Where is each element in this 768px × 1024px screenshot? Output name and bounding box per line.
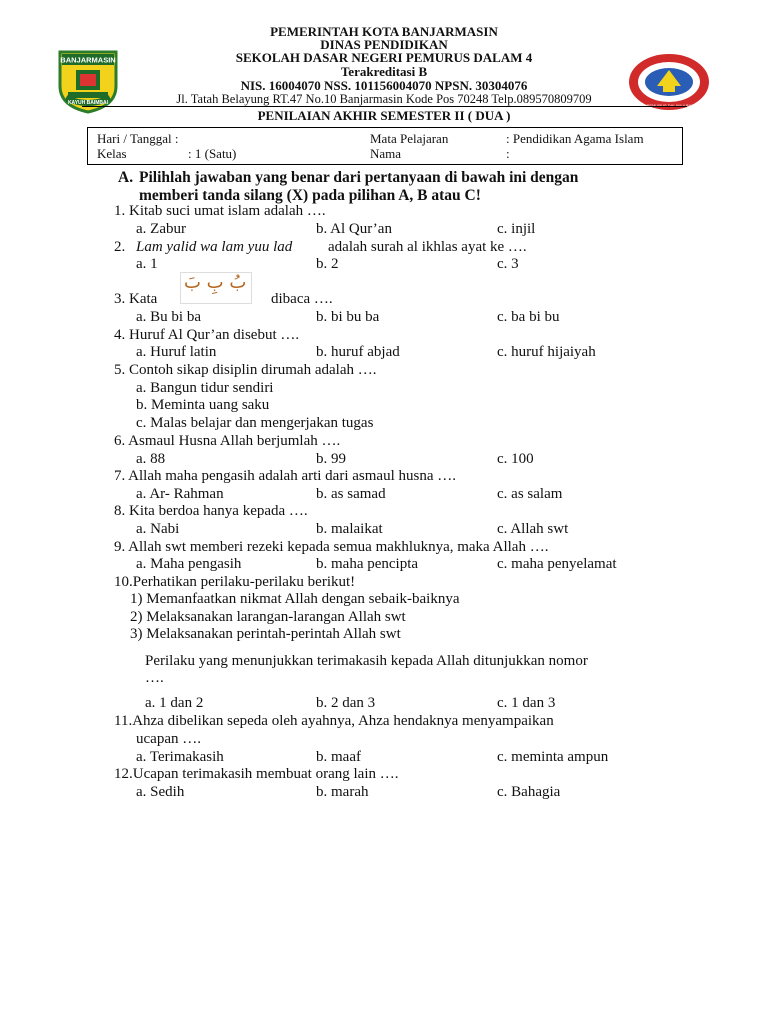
q11-option-b: b. maaf bbox=[316, 749, 361, 765]
q12-option-b: b. marah bbox=[316, 784, 369, 800]
q9-option-b: b. maha pencipta bbox=[316, 556, 419, 572]
arabic-letters: بُ بِ بَ bbox=[184, 272, 247, 293]
name-value: : bbox=[506, 146, 510, 161]
school-ids: NIS. 16004070 NSS. 101156004070 NPSN. 30304076 bbox=[240, 78, 528, 93]
section-a-number: A. bbox=[118, 169, 134, 186]
q5-option-b: b. Meminta uang saku bbox=[136, 397, 270, 413]
q3-option-b: b. bi bu ba bbox=[316, 309, 380, 325]
q10-stem-1: Perilaku yang menunjukkan terimakasih kepada Allah ditunjukkan nomor bbox=[145, 653, 588, 669]
q3-option-c: c. ba bi bu bbox=[497, 309, 560, 325]
accreditation: Terakreditasi B bbox=[340, 64, 428, 79]
school-address: Jl. Tatah Belayung RT.47 No.10 Banjarmasin Kode Pos 70248 Telp.089570809709 bbox=[176, 92, 592, 106]
exam-title: PENILAIAN AKHIR SEMESTER II ( DUA ) bbox=[257, 108, 511, 123]
q10-option-b: b. 2 dan 3 bbox=[316, 695, 376, 711]
q6-option-c: c. 100 bbox=[497, 451, 534, 467]
day-date-label: Hari / Tanggal : bbox=[97, 131, 179, 146]
q4-option-a: a. Huruf latin bbox=[136, 344, 217, 360]
q7-option-a: a. Ar- Rahman bbox=[136, 486, 224, 502]
q10-statement-2: 2) Melaksanakan larangan-larangan Allah swt bbox=[130, 609, 406, 625]
question-5: 5. Contoh sikap disiplin dirumah adalah …. bbox=[114, 362, 377, 378]
q6-option-a: a. 88 bbox=[136, 451, 166, 467]
question-11-line-1: 11.Ahza dibelikan sepeda oleh ayahnya, Ahza hendaknya menyampaikan bbox=[114, 713, 554, 729]
q11-option-a: a. Terimakasih bbox=[136, 749, 224, 765]
question-11-line-2: ucapan …. bbox=[136, 731, 201, 747]
question-10: 10.Perhatikan perilaku-perilaku berikut! bbox=[114, 574, 356, 590]
question-3: 3. Kata bbox=[114, 291, 158, 307]
logo-left-bottom-text: KAYUH BAIMBAI bbox=[67, 100, 109, 106]
q2-option-b: b. 2 bbox=[316, 256, 339, 272]
q2-option-a: a. 1 bbox=[136, 256, 158, 272]
question-1: 1. Kitab suci umat islam adalah …. bbox=[114, 203, 326, 219]
question-2-text: adalah surah al ikhlas ayat ke …. bbox=[328, 239, 527, 255]
question-3-text: dibaca …. bbox=[271, 291, 333, 307]
q4-option-c: c. huruf hijaiyah bbox=[497, 344, 596, 360]
q6-option-b: b. 99 bbox=[316, 451, 346, 467]
q8-option-b: b. malaikat bbox=[316, 521, 383, 537]
question-12: 12.Ucapan terimakasih membuat orang lain …. bbox=[114, 766, 399, 782]
q5-option-a: a. Bangun tidur sendiri bbox=[136, 380, 274, 396]
class-label: Kelas bbox=[97, 146, 127, 161]
q1-option-b: b. Al Qur’an bbox=[316, 221, 392, 237]
q8-option-a: a. Nabi bbox=[136, 521, 180, 537]
q4-option-b: b. huruf abjad bbox=[316, 344, 400, 360]
q5-option-c: c. Malas belajar dan mengerjakan tugas bbox=[136, 415, 374, 431]
q10-option-a: a. 1 dan 2 bbox=[145, 695, 204, 711]
q1-option-a: a. Zabur bbox=[136, 221, 186, 237]
q3-option-a: a. Bu bi ba bbox=[136, 309, 201, 325]
logo-right-text: SD NEGERI PEMURUS DALAM 4 BANJARMASIN bbox=[627, 103, 711, 108]
q10-option-c: c. 1 dan 3 bbox=[497, 695, 556, 711]
q11-option-c: c. meminta ampun bbox=[497, 749, 609, 765]
question-6: 6. Asmaul Husna Allah berjumlah …. bbox=[114, 433, 341, 449]
school-name: SEKOLAH DASAR NEGERI PEMURUS DALAM 4 bbox=[235, 50, 533, 65]
question-2-number: 2. bbox=[114, 239, 126, 255]
subject-value: : Pendidikan Agama Islam bbox=[506, 131, 644, 146]
q2-option-c: c. 3 bbox=[497, 256, 519, 272]
section-a-instruction-1: Pilihlah jawaban yang benar dari pertanyaan di bawah ini dengan bbox=[139, 169, 579, 186]
student-info-box bbox=[87, 127, 683, 165]
header-divider bbox=[82, 106, 687, 107]
q12-option-c: c. Bahagia bbox=[497, 784, 561, 800]
q7-option-b: b. as samad bbox=[316, 486, 386, 502]
q8-option-c: c. Allah swt bbox=[497, 521, 569, 537]
q9-option-a: a. Maha pengasih bbox=[136, 556, 242, 572]
question-4: 4. Huruf Al Qur’an disebut …. bbox=[114, 327, 300, 343]
q10-statement-3: 3) Melaksanakan perintah-perintah Allah swt bbox=[130, 626, 401, 642]
q12-option-a: a. Sedih bbox=[136, 784, 185, 800]
subject-label: Mata Pelajaran bbox=[370, 131, 449, 146]
question-9: 9. Allah swt memberi rezeki kepada semua makhluknya, maka Allah …. bbox=[114, 539, 549, 555]
q9-option-c: c. maha penyelamat bbox=[497, 556, 617, 572]
q10-stem-2: …. bbox=[145, 670, 164, 686]
q10-statement-1: 1) Memanfaatkan nikmat Allah dengan sebaik-baiknya bbox=[130, 591, 460, 607]
question-2-arabic-phrase: Lam yalid wa lam yuu lad bbox=[136, 239, 293, 255]
department-name: DINAS PENDIDIKAN bbox=[320, 37, 448, 52]
name-label: Nama bbox=[370, 146, 402, 161]
gov-name: PEMERINTAH KOTA BANJARMASIN bbox=[270, 24, 498, 39]
q7-option-c: c. as salam bbox=[497, 486, 563, 502]
q1-option-c: c. injil bbox=[497, 221, 536, 237]
class-value: : 1 (Satu) bbox=[188, 146, 237, 161]
logo-left-top-text: BANJARMASIN bbox=[60, 55, 116, 65]
school-logo bbox=[627, 52, 711, 112]
section-a-instruction-2: memberi tanda silang (X) pada pilihan A, B atau C! bbox=[139, 187, 481, 204]
city-logo bbox=[56, 48, 120, 114]
question-8: 8. Kita berdoa hanya kepada …. bbox=[114, 503, 308, 519]
question-7: 7. Allah maha pengasih adalah arti dari asmaul husna …. bbox=[114, 468, 456, 484]
